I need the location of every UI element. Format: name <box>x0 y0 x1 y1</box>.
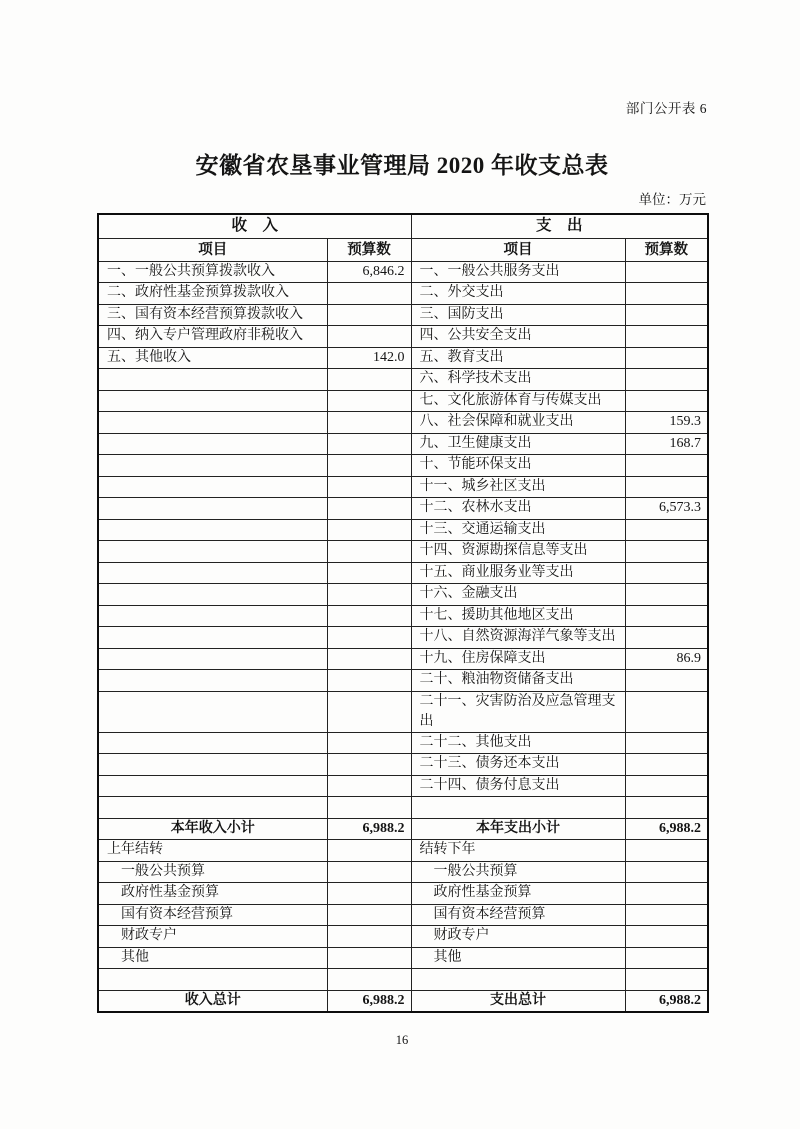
income-item-cell <box>98 648 327 670</box>
expense-item-column-header: 项目 <box>411 238 625 261</box>
expense-budget-cell <box>625 476 708 498</box>
expense-item-cell: 支出总计 <box>411 990 625 1012</box>
doc-sheet-label: 部门公开表 6 <box>625 101 707 116</box>
table-row-data <box>98 326 708 348</box>
expense-budget-cell <box>625 347 708 369</box>
expense-budget-cell <box>625 562 708 584</box>
budget-summary-table <box>97 213 709 1013</box>
income-item-cell: 五、其他收入 <box>98 347 327 369</box>
expense-budget-cell <box>625 519 708 541</box>
income-item-cell <box>98 455 327 477</box>
income-item-cell: 四、纳入专户管理政府非税收入 <box>98 326 327 348</box>
income-budget-cell <box>327 648 411 670</box>
income-budget-cell: 6,846.2 <box>327 261 411 283</box>
table-row-data <box>98 627 708 649</box>
income-item-cell <box>98 390 327 412</box>
table-row-data <box>98 519 708 541</box>
table-row-data <box>98 476 708 498</box>
income-budget-cell <box>327 519 411 541</box>
table-row-data <box>98 304 708 326</box>
income-budget-cell <box>327 691 411 732</box>
income-budget-cell <box>327 455 411 477</box>
income-item-column-header: 项目 <box>98 238 327 261</box>
expense-budget-cell <box>625 670 708 692</box>
income-budget-cell <box>327 861 411 883</box>
income-item-cell <box>98 670 327 692</box>
table-row-data <box>98 412 708 434</box>
expense-budget-cell: 6,988.2 <box>625 990 708 1012</box>
income-item-cell <box>98 584 327 606</box>
income-budget-cell <box>327 969 411 991</box>
income-item-cell: 一、一般公共预算拨款收入 <box>98 261 327 283</box>
section-header-row <box>98 214 708 238</box>
table-row-data <box>98 584 708 606</box>
table-row-data <box>98 369 708 391</box>
expense-item-cell <box>411 797 625 819</box>
expense-item-cell: 二十二、其他支出 <box>411 732 625 754</box>
table-row-subtotal <box>98 818 708 840</box>
income-item-cell: 二、政府性基金预算拨款收入 <box>98 283 327 305</box>
income-item-cell <box>98 498 327 520</box>
table-row-total <box>98 990 708 1012</box>
expense-budget-cell <box>625 926 708 948</box>
income-item-cell <box>98 412 327 434</box>
expense-item-cell: 五、教育支出 <box>411 347 625 369</box>
expense-budget-cell <box>625 605 708 627</box>
expense-budget-cell <box>625 304 708 326</box>
table-row-data <box>98 390 708 412</box>
expense-budget-cell: 6,573.3 <box>625 498 708 520</box>
expense-budget-cell: 168.7 <box>625 433 708 455</box>
income-item-cell <box>98 369 327 391</box>
expense-item-cell: 十四、资源勘探信息等支出 <box>411 541 625 563</box>
income-item-cell: 财政专户 <box>98 926 327 948</box>
table-row-sub <box>98 947 708 969</box>
expense-item-cell: 十五、商业服务业等支出 <box>411 562 625 584</box>
income-item-cell <box>98 605 327 627</box>
income-item-cell <box>98 732 327 754</box>
expense-item-cell: 九、卫生健康支出 <box>411 433 625 455</box>
table-row-sub <box>98 883 708 905</box>
expense-budget-cell <box>625 584 708 606</box>
income-item-cell: 三、国有资本经营预算拨款收入 <box>98 304 327 326</box>
expense-item-cell: 十一、城乡社区支出 <box>411 476 625 498</box>
expense-budget-cell <box>625 969 708 991</box>
table-row-sub <box>98 904 708 926</box>
table-row-data <box>98 605 708 627</box>
expense-budget-cell <box>625 390 708 412</box>
income-budget-cell <box>327 947 411 969</box>
expense-item-cell: 二、外交支出 <box>411 283 625 305</box>
table-row-empty <box>98 797 708 819</box>
table-row-sub <box>98 861 708 883</box>
expense-budget-cell <box>625 861 708 883</box>
income-budget-cell <box>327 498 411 520</box>
page-number: 16 <box>395 1033 409 1047</box>
income-budget-cell <box>327 304 411 326</box>
expense-item-cell: 十七、援助其他地区支出 <box>411 605 625 627</box>
table-row-data <box>98 455 708 477</box>
expense-budget-cell <box>625 326 708 348</box>
income-budget-cell <box>327 369 411 391</box>
income-item-cell <box>98 476 327 498</box>
expense-item-cell: 一、一般公共服务支出 <box>411 261 625 283</box>
expense-item-cell: 一般公共预算 <box>411 861 625 883</box>
income-budget-cell <box>327 627 411 649</box>
expense-item-cell <box>411 969 625 991</box>
unit-note: 单位：万元 <box>638 192 706 207</box>
expense-budget-cell: 6,988.2 <box>625 818 708 840</box>
expense-budget-cell <box>625 369 708 391</box>
expense-budget-cell <box>625 904 708 926</box>
column-header-row <box>98 238 708 261</box>
expense-item-cell: 十、节能环保支出 <box>411 455 625 477</box>
expense-item-cell: 十二、农林水支出 <box>411 498 625 520</box>
income-budget-cell <box>327 840 411 862</box>
expense-item-cell: 四、公共安全支出 <box>411 326 625 348</box>
expense-item-cell: 二十三、债务还本支出 <box>411 754 625 776</box>
income-item-cell <box>98 541 327 563</box>
income-budget-cell <box>327 904 411 926</box>
income-budget-cell <box>327 476 411 498</box>
expense-budget-cell <box>625 797 708 819</box>
income-budget-cell <box>327 670 411 692</box>
expense-budget-cell <box>625 840 708 862</box>
income-item-cell <box>98 754 327 776</box>
income-budget-cell: 6,988.2 <box>327 818 411 840</box>
income-budget-cell <box>327 562 411 584</box>
expense-budget-cell: 86.9 <box>625 648 708 670</box>
income-budget-column-header: 预算数 <box>327 238 411 261</box>
expense-budget-column-header: 预算数 <box>625 238 708 261</box>
income-budget-cell: 142.0 <box>327 347 411 369</box>
expense-budget-cell <box>625 883 708 905</box>
expense-item-cell: 财政专户 <box>411 926 625 948</box>
income-budget-cell <box>327 883 411 905</box>
table-row-data <box>98 648 708 670</box>
expense-budget-cell <box>625 775 708 797</box>
income-item-cell <box>98 775 327 797</box>
expense-item-cell: 十八、自然资源海洋气象等支出 <box>411 627 625 649</box>
expense-item-cell: 二十一、灾害防治及应急管理支出 <box>411 691 625 732</box>
income-item-cell: 本年收入小计 <box>98 818 327 840</box>
expense-section-header: 支 出 <box>411 214 708 238</box>
expense-budget-cell <box>625 455 708 477</box>
income-budget-cell <box>327 433 411 455</box>
income-budget-cell <box>327 797 411 819</box>
expense-item-cell: 三、国防支出 <box>411 304 625 326</box>
expense-item-cell: 政府性基金预算 <box>411 883 625 905</box>
income-budget-cell <box>327 926 411 948</box>
table-row-data <box>98 562 708 584</box>
expense-item-cell: 本年支出小计 <box>411 818 625 840</box>
table-row-data <box>98 498 708 520</box>
expense-budget-cell <box>625 261 708 283</box>
income-item-cell: 政府性基金预算 <box>98 883 327 905</box>
table-row-empty <box>98 969 708 991</box>
table-row-data <box>98 732 708 754</box>
income-item-cell: 一般公共预算 <box>98 861 327 883</box>
income-budget-cell <box>327 412 411 434</box>
expense-budget-cell <box>625 947 708 969</box>
expense-item-cell: 国有资本经营预算 <box>411 904 625 926</box>
income-item-cell <box>98 691 327 732</box>
income-budget-cell <box>327 390 411 412</box>
income-item-cell <box>98 969 327 991</box>
expense-budget-cell <box>625 754 708 776</box>
income-item-cell <box>98 433 327 455</box>
income-item-cell: 其他 <box>98 947 327 969</box>
expense-budget-cell <box>625 283 708 305</box>
table-row-data <box>98 670 708 692</box>
table-row-data <box>98 691 708 732</box>
expense-item-cell: 其他 <box>411 947 625 969</box>
income-item-cell: 收入总计 <box>98 990 327 1012</box>
expense-item-cell: 十三、交通运输支出 <box>411 519 625 541</box>
income-budget-cell <box>327 326 411 348</box>
table-row-data <box>98 754 708 776</box>
expense-budget-cell <box>625 691 708 732</box>
income-budget-cell <box>327 541 411 563</box>
table-row-data <box>98 347 708 369</box>
page-title: 安徽省农垦事业管理局 2020 年收支总表 <box>195 153 609 178</box>
expense-item-cell: 十六、金融支出 <box>411 584 625 606</box>
expense-item-cell: 二十四、债务付息支出 <box>411 775 625 797</box>
table-row-sub <box>98 926 708 948</box>
income-item-cell <box>98 562 327 584</box>
expense-budget-cell <box>625 732 708 754</box>
income-budget-cell <box>327 605 411 627</box>
income-budget-cell <box>327 584 411 606</box>
expense-item-cell: 十九、住房保障支出 <box>411 648 625 670</box>
income-budget-cell: 6,988.2 <box>327 990 411 1012</box>
expense-item-cell: 结转下年 <box>411 840 625 862</box>
income-item-cell: 国有资本经营预算 <box>98 904 327 926</box>
expense-item-cell: 八、社会保障和就业支出 <box>411 412 625 434</box>
table-row-data <box>98 283 708 305</box>
table-row-data <box>98 541 708 563</box>
table-row-data <box>98 433 708 455</box>
expense-budget-cell <box>625 627 708 649</box>
expense-item-cell: 二十、粮油物资储备支出 <box>411 670 625 692</box>
income-item-cell <box>98 519 327 541</box>
expense-budget-cell <box>625 541 708 563</box>
expense-item-cell: 七、文化旅游体育与传媒支出 <box>411 390 625 412</box>
income-budget-cell <box>327 732 411 754</box>
income-budget-cell <box>327 775 411 797</box>
income-budget-cell <box>327 283 411 305</box>
table-row-section <box>98 840 708 862</box>
income-item-cell <box>98 627 327 649</box>
table-row-data <box>98 775 708 797</box>
income-item-cell: 上年结转 <box>98 840 327 862</box>
income-budget-cell <box>327 754 411 776</box>
table-row-data <box>98 261 708 283</box>
income-item-cell <box>98 797 327 819</box>
expense-budget-cell: 159.3 <box>625 412 708 434</box>
expense-item-cell: 六、科学技术支出 <box>411 369 625 391</box>
income-section-header: 收 入 <box>98 214 411 238</box>
